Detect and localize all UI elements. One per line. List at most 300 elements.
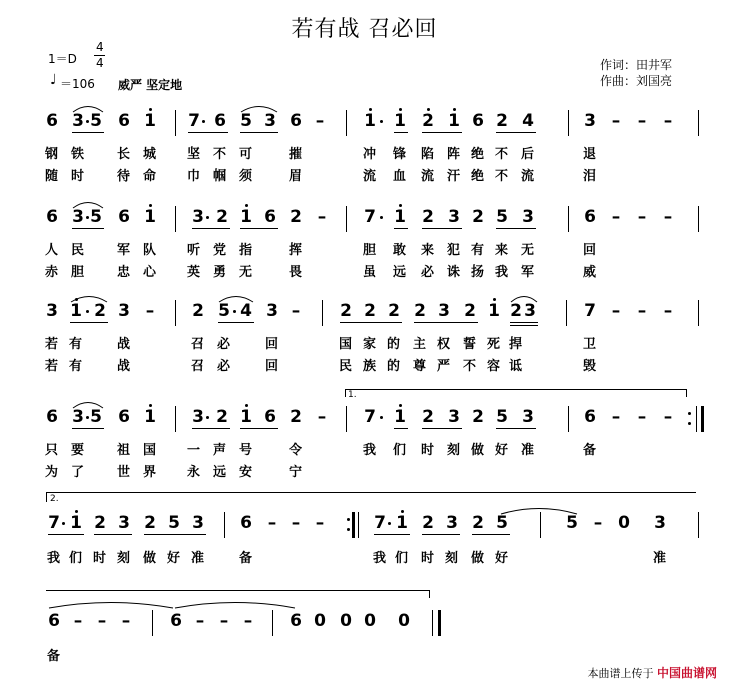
footer xyxy=(587,664,717,681)
note: – xyxy=(663,111,673,131)
lyric-char: 不 xyxy=(495,147,509,162)
beam xyxy=(192,228,230,229)
lyric-char: 钢 xyxy=(45,147,59,162)
note: 2 xyxy=(422,207,434,227)
lyric-char: 威 xyxy=(583,265,597,280)
note: 3 xyxy=(72,207,84,227)
beam xyxy=(414,322,478,323)
octave-dot xyxy=(75,510,78,513)
lyric-char: 军 xyxy=(117,243,131,258)
lyric-char: 若 xyxy=(45,337,59,352)
lyric-char: 胆 xyxy=(71,265,85,280)
note: 1 xyxy=(144,111,156,131)
note: – xyxy=(611,111,621,131)
note: – xyxy=(317,407,327,427)
slur xyxy=(48,599,174,609)
note: 2 xyxy=(290,207,302,227)
lyric-char: 永 xyxy=(187,465,201,480)
lyric-char: 可 xyxy=(239,147,253,162)
lyric-char: 眉 xyxy=(289,169,303,184)
lyric-char: 族 xyxy=(363,359,377,374)
beam xyxy=(496,132,536,133)
note: 3 xyxy=(118,513,130,533)
octave-dot xyxy=(399,108,402,111)
note: 6 xyxy=(290,611,302,631)
note: 1 xyxy=(240,207,252,227)
note: 3 xyxy=(118,301,130,321)
note: – xyxy=(663,207,673,227)
lyric-char: 刻 xyxy=(445,551,459,566)
lyric-char: 来 xyxy=(495,243,509,258)
barline xyxy=(346,206,347,232)
note: 2 xyxy=(422,513,434,533)
lyric-char: 要 xyxy=(71,443,85,458)
note: 6 xyxy=(118,407,130,427)
lyric-char: 犯 xyxy=(447,243,461,258)
lyric-char: 队 xyxy=(143,243,157,258)
lyric-char: 宁 xyxy=(289,465,303,480)
note: – xyxy=(611,207,621,227)
lyric-char: 赤 xyxy=(45,265,59,280)
lyric-char: 好 xyxy=(495,443,509,458)
note: 5 xyxy=(496,407,508,427)
note: 2 xyxy=(464,301,476,321)
volta-line xyxy=(345,389,346,397)
beam xyxy=(48,534,84,535)
lyric-char: 锋 xyxy=(393,147,407,162)
lyric-char: 严 xyxy=(437,359,451,374)
page-title: 若有战 召必回 xyxy=(291,17,438,42)
note: 3 xyxy=(264,111,276,131)
note: – xyxy=(219,611,229,631)
lyric-char: 权 xyxy=(437,337,451,352)
note: – xyxy=(121,611,131,631)
lyric-char: 汗 xyxy=(447,169,461,184)
octave-dot xyxy=(399,204,402,207)
lyric-char: 时 xyxy=(93,551,107,566)
lyric-char: 准 xyxy=(521,443,535,458)
note: 2 xyxy=(192,301,204,321)
note: 5 xyxy=(90,207,102,227)
barline xyxy=(568,406,569,432)
beam xyxy=(422,534,460,535)
lyric-char: 捍 xyxy=(509,337,523,352)
lyric-char: 巾 xyxy=(187,169,201,184)
note: 5 xyxy=(566,513,578,533)
note: 1 xyxy=(70,513,82,533)
note: 2 xyxy=(364,301,376,321)
lyric-char: 虽 xyxy=(363,265,377,280)
note: 0 xyxy=(340,611,352,631)
lyric-char: 家 xyxy=(363,337,377,352)
lyric-char: 我 xyxy=(47,551,61,566)
note: 2 xyxy=(472,407,484,427)
note: 5 xyxy=(240,111,252,131)
note: 6 xyxy=(46,111,58,131)
beam xyxy=(72,228,104,229)
lyric-char: 时 xyxy=(71,169,85,184)
lyric-char: 冲 xyxy=(363,147,377,162)
barline xyxy=(358,512,359,538)
beam xyxy=(240,132,278,133)
note: 1 xyxy=(396,513,408,533)
barline xyxy=(346,406,347,432)
note: 3 xyxy=(522,407,534,427)
lyric-char: 备 xyxy=(583,443,597,458)
note: 1 xyxy=(144,407,156,427)
note: 3 xyxy=(448,407,460,427)
beam xyxy=(72,428,104,429)
note: – xyxy=(637,301,647,321)
lyric-char: 只 xyxy=(45,443,59,458)
lyric-char: 备 xyxy=(47,649,61,664)
lyric-char: 阵 xyxy=(447,147,461,162)
slur xyxy=(240,103,278,113)
note: – xyxy=(593,513,603,533)
lyric-char: 指 xyxy=(239,243,253,258)
lyric-char: 不 xyxy=(463,359,477,374)
lyric-char: 命 xyxy=(143,169,157,184)
note: – xyxy=(243,611,253,631)
lyric-char: 勇 xyxy=(213,265,227,280)
lyric-char: 摧 xyxy=(289,147,303,162)
lyric-char: 民 xyxy=(71,243,85,258)
lyric-char: 人 xyxy=(45,243,59,258)
note: 3 xyxy=(584,111,596,131)
slur xyxy=(70,293,108,303)
augmentation-dot xyxy=(380,416,383,419)
slur xyxy=(510,293,538,303)
site-logo: 中国曲谱网 xyxy=(656,666,717,680)
lyric-char: 退 xyxy=(583,147,597,162)
repeat-dot xyxy=(688,422,691,425)
note: 5 xyxy=(90,111,102,131)
lyric-char: 回 xyxy=(583,243,597,258)
lyric-char: 有 xyxy=(471,243,485,258)
barline xyxy=(698,110,699,136)
beam xyxy=(496,228,536,229)
lyric-char: 国 xyxy=(143,443,157,458)
barline xyxy=(432,610,433,636)
note: – xyxy=(637,111,647,131)
lyric-char: 为 xyxy=(45,465,59,480)
note: 6 xyxy=(46,207,58,227)
note: 6 xyxy=(118,111,130,131)
beam xyxy=(188,132,228,133)
note: – xyxy=(145,301,155,321)
note: 6 xyxy=(290,111,302,131)
lyric-char: 待 xyxy=(117,169,131,184)
note: 1 xyxy=(394,407,406,427)
note: 2 xyxy=(510,301,522,321)
barline xyxy=(272,610,273,636)
barline xyxy=(175,206,176,232)
note: – xyxy=(663,407,673,427)
beam xyxy=(72,132,104,133)
lyric-char: 做 xyxy=(471,551,485,566)
tempo-value: ＝106 xyxy=(60,77,95,91)
note: 2 xyxy=(94,301,106,321)
note: 7 xyxy=(364,207,376,227)
tempo-marking: 威严 坚定地 xyxy=(118,78,183,92)
octave-dot xyxy=(245,404,248,407)
slur xyxy=(72,199,104,209)
note: 3 xyxy=(448,207,460,227)
lyric-char: 我 xyxy=(373,551,387,566)
note: 2 xyxy=(422,111,434,131)
note: – xyxy=(315,111,325,131)
beam xyxy=(496,428,536,429)
lyric-char: 刻 xyxy=(117,551,131,566)
lyric-char: 回 xyxy=(265,359,279,374)
barline xyxy=(175,110,176,136)
lyric-char: 须 xyxy=(239,169,253,184)
lyric-char: 城 xyxy=(143,147,157,162)
lyric-char: 有 xyxy=(69,359,83,374)
lyric-char: 战 xyxy=(117,359,131,374)
volta-line xyxy=(429,590,430,598)
lyric-char: 号 xyxy=(239,443,253,458)
note: 6 xyxy=(584,407,596,427)
beam xyxy=(192,428,230,429)
note: – xyxy=(611,407,621,427)
lyric-char: 铁 xyxy=(71,147,85,162)
note: – xyxy=(315,513,325,533)
lyric-char: 胆 xyxy=(363,243,377,258)
beam xyxy=(394,428,408,429)
lyric-char: 有 xyxy=(69,337,83,352)
note: 3 xyxy=(266,301,278,321)
lyric-char: 祖 xyxy=(117,443,131,458)
composer: 作曲：刘国亮 xyxy=(600,74,673,88)
lyric-char: 不 xyxy=(213,147,227,162)
note: 3 xyxy=(192,207,204,227)
note: 6 xyxy=(48,611,60,631)
note: – xyxy=(637,207,647,227)
lyricist: 作词：田井军 xyxy=(600,58,673,72)
augmentation-dot xyxy=(62,522,65,525)
augmentation-dot xyxy=(206,216,209,219)
note: – xyxy=(267,513,277,533)
final-barline xyxy=(701,406,704,432)
note: 2 xyxy=(414,301,426,321)
note: 6 xyxy=(264,207,276,227)
slur xyxy=(72,399,104,409)
note: 2 xyxy=(388,301,400,321)
lyric-char: 诋 xyxy=(509,359,523,374)
note: 6 xyxy=(472,111,484,131)
lyric-char: 毁 xyxy=(583,359,597,374)
lyric-char: 国 xyxy=(339,337,353,352)
lyric-char: 备 xyxy=(239,551,253,566)
note: 5 xyxy=(496,207,508,227)
note: 6 xyxy=(584,207,596,227)
barline xyxy=(698,206,699,232)
lyric-char: 我 xyxy=(495,265,509,280)
note: 3 xyxy=(192,513,204,533)
lyric-char: 军 xyxy=(521,265,535,280)
lyric-char: 卫 xyxy=(583,337,597,352)
augmentation-dot xyxy=(388,522,391,525)
note: 0 xyxy=(364,611,376,631)
final-barline xyxy=(352,512,355,538)
octave-dot xyxy=(369,108,372,111)
beam xyxy=(422,132,462,133)
note: 2 xyxy=(94,513,106,533)
note: 1 xyxy=(394,207,406,227)
lyric-char: 党 xyxy=(213,243,227,258)
lyric-char: 死 xyxy=(487,337,501,352)
time-signature-bottom: 4 xyxy=(96,56,104,70)
note: 3 xyxy=(192,407,204,427)
barline xyxy=(346,110,347,136)
lyric-char: 战 xyxy=(117,337,131,352)
barline xyxy=(322,300,323,326)
volta-line xyxy=(46,590,430,591)
note: 2 xyxy=(144,513,156,533)
note: 3 xyxy=(438,301,450,321)
note: 3 xyxy=(522,207,534,227)
beam xyxy=(510,322,538,323)
note: 0 xyxy=(398,611,410,631)
note: 7 xyxy=(374,513,386,533)
note: 2 xyxy=(472,513,484,533)
repeat-dot xyxy=(347,528,350,531)
note: 3 xyxy=(654,513,666,533)
octave-dot xyxy=(401,510,404,513)
quarter-note-icon: ♩ xyxy=(50,72,57,88)
lyric-char: 召 xyxy=(191,337,205,352)
note: 5 xyxy=(496,513,508,533)
note: 3 xyxy=(524,301,536,321)
repeat-dot xyxy=(688,412,691,415)
lyric-char: 了 xyxy=(71,465,85,480)
lyric-char: 绝 xyxy=(471,169,485,184)
note: 7 xyxy=(584,301,596,321)
lyric-char: 流 xyxy=(421,169,435,184)
note: 1 xyxy=(394,111,406,131)
beam xyxy=(472,534,510,535)
barline xyxy=(698,512,699,538)
lyric-char: 无 xyxy=(239,265,253,280)
augmentation-dot xyxy=(233,310,236,313)
note: 1 xyxy=(488,301,500,321)
lyric-char: 绝 xyxy=(471,147,485,162)
lyric-char: 若 xyxy=(45,359,59,374)
lyric-char: 听 xyxy=(187,243,201,258)
beam xyxy=(70,322,108,323)
note: 4 xyxy=(240,301,252,321)
lyric-char: 做 xyxy=(143,551,157,566)
lyric-char: 我 xyxy=(363,443,377,458)
barline xyxy=(175,300,176,326)
volta-1-label: 1. xyxy=(348,390,357,400)
note: 1 xyxy=(70,301,82,321)
note: 2 xyxy=(216,407,228,427)
note: – xyxy=(637,407,647,427)
note: – xyxy=(291,301,301,321)
note: 5 xyxy=(218,301,230,321)
lyric-char: 必 xyxy=(217,337,231,352)
note: 7 xyxy=(364,407,376,427)
lyric-char: 好 xyxy=(495,551,509,566)
lyric-char: 刻 xyxy=(447,443,461,458)
note: 7 xyxy=(188,111,200,131)
lyric-char: 好 xyxy=(167,551,181,566)
lyric-char: 们 xyxy=(395,551,409,566)
octave-dot xyxy=(427,108,430,111)
note: 6 xyxy=(118,207,130,227)
beam xyxy=(510,325,538,326)
lyric-char: 们 xyxy=(393,443,407,458)
note: 2 xyxy=(472,207,484,227)
lyric-char: 血 xyxy=(393,169,407,184)
note: – xyxy=(195,611,205,631)
beam xyxy=(94,534,132,535)
note: – xyxy=(611,301,621,321)
lyric-char: 回 xyxy=(265,337,279,352)
lyric-char: 远 xyxy=(393,265,407,280)
lyric-char: 民 xyxy=(339,359,353,374)
note: 6 xyxy=(46,407,58,427)
note: – xyxy=(663,301,673,321)
note: 2 xyxy=(496,111,508,131)
lyric-char: 声 xyxy=(213,443,227,458)
lyric-char: 忠 xyxy=(117,265,131,280)
lyric-char: 尊 xyxy=(413,359,427,374)
lyric-char: 的 xyxy=(387,359,401,374)
augmentation-dot xyxy=(380,120,383,123)
barline xyxy=(568,206,569,232)
lyric-char: 准 xyxy=(653,551,667,566)
lyric-char: 一 xyxy=(187,443,201,458)
lyric-char: 流 xyxy=(521,169,535,184)
lyric-char: 泪 xyxy=(583,169,597,184)
beam xyxy=(240,228,278,229)
barline xyxy=(152,610,153,636)
augmentation-dot xyxy=(380,216,383,219)
lyric-char: 时 xyxy=(421,443,435,458)
key-signature: 1＝D xyxy=(48,52,77,66)
note: 7 xyxy=(48,513,60,533)
lyric-char: 誓 xyxy=(463,337,477,352)
volta-line xyxy=(46,492,696,493)
barline xyxy=(224,512,225,538)
lyric-char: 无 xyxy=(521,243,535,258)
barline xyxy=(540,512,541,538)
lyric-char: 流 xyxy=(363,169,377,184)
note: 3 xyxy=(72,407,84,427)
note: 6 xyxy=(264,407,276,427)
lyric-char: 帼 xyxy=(213,169,227,184)
octave-dot xyxy=(399,404,402,407)
note: 6 xyxy=(170,611,182,631)
lyric-char: 远 xyxy=(213,465,227,480)
beam xyxy=(340,322,402,323)
note: 5 xyxy=(90,407,102,427)
barline xyxy=(696,406,697,432)
lyric-char: 召 xyxy=(191,359,205,374)
lyric-char: 令 xyxy=(289,443,303,458)
note: 2 xyxy=(290,407,302,427)
note: 1 xyxy=(448,111,460,131)
lyric-char: 时 xyxy=(421,551,435,566)
lyric-char: 诛 xyxy=(447,265,461,280)
lyric-char: 后 xyxy=(521,147,535,162)
note: 1 xyxy=(144,207,156,227)
lyric-char: 们 xyxy=(69,551,83,566)
lyric-char: 陷 xyxy=(421,147,435,162)
